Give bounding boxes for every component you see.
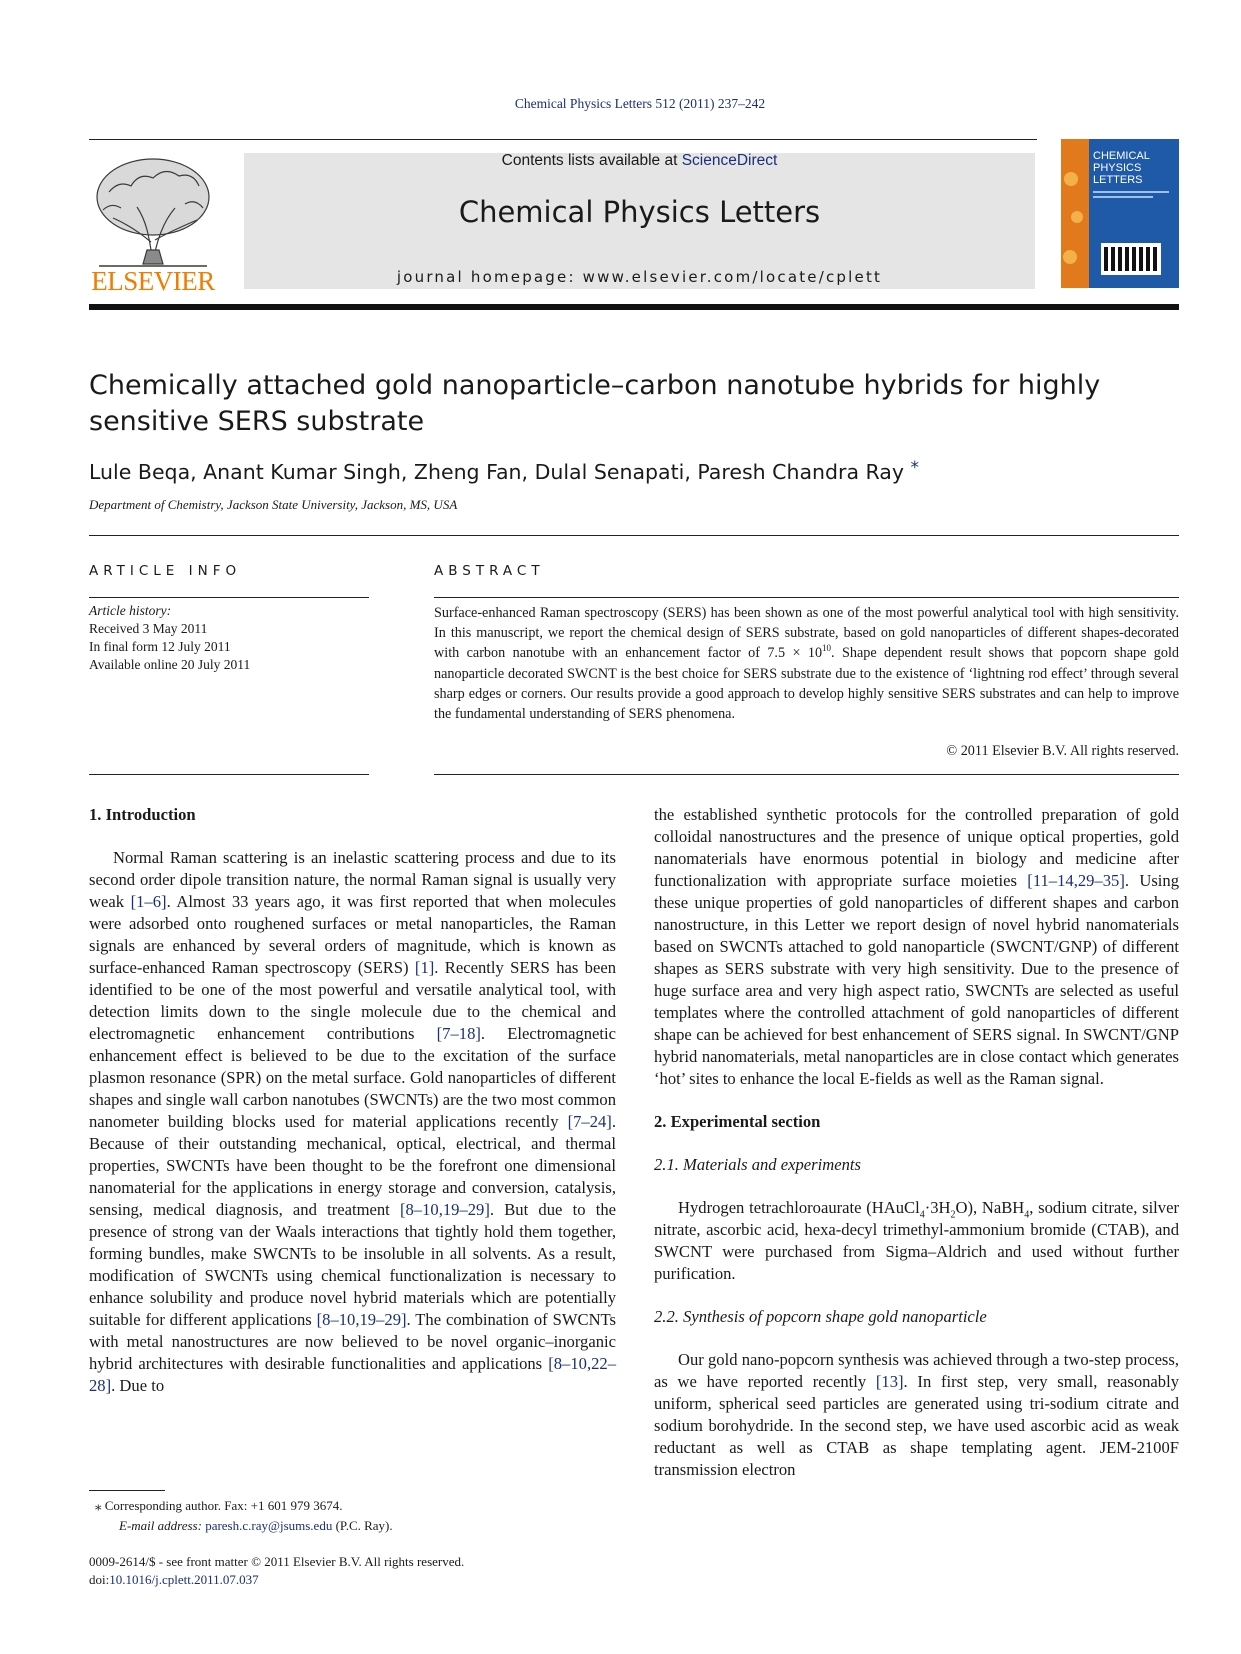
text-run: . Electromagnetic enhancement effect is believed to be due to the excitation of the surface plasmon resonance (SPR) on the metal surface. Gold nanoparticles of different shapes and single wall carbon nanotubes (SWCNTs) are the two most common nanometer building blocks used for material applications recently <box>89 1024 616 1131</box>
contents-prefix: Contents lists available at <box>501 152 682 169</box>
online-date: Available online 20 July 2011 <box>89 657 251 672</box>
footnote-mark: ⁎ <box>95 1498 102 1513</box>
article-info-rule-bottom <box>89 774 369 775</box>
contents-availability <box>244 152 1035 170</box>
abstract-part-2: . Shape dependent result shows that popcorn shape gold nanoparticle decorated SWCNT is the best choice for SERS substrate due to the existence of ‘lightning rod effect’ through several sharp edges or corners. Our results provide a good approach to develop highly sensitive SERS substrates and can help to improve the fundamental understanding of SERS phenomena. <box>434 645 1179 723</box>
issn-line: 0009-2614/$ - see front matter © 2011 Elsevier B.V. All rights reserved. <box>89 1554 465 1569</box>
title-line-1: Chemically attached gold nanoparticle–carbon nanotube hybrids for highly <box>89 370 1101 401</box>
intro-paragraph-continued <box>654 804 1179 1090</box>
text-run: . Recently SERS has been identified to be one of the most powerful and versatile analytical tool, with detection limits down to the single molecule due to the chemical and electromagnetic enhancement contributions <box>89 958 617 1043</box>
corresponding-author-note <box>95 1496 393 1516</box>
text-run: . The combination of SWCNTs with metal nanostructures are now believed to be novel organic–inorganic hybrid architectures with desirable functionalities and applications <box>89 1310 616 1373</box>
text-run: . Almost 33 years ago, it was first reported that when molecules were adsorbed onto roughened surfaces or metal nanoparticles, the Raman signals are enhanced by several orders of magnitude, which is known as surface-enhanced Raman spectroscopy (SERS) <box>89 892 616 977</box>
citation-link[interactable]: [1] <box>414 958 435 977</box>
final-form-date: In final form 12 July 2011 <box>89 639 231 654</box>
text-run: the established synthetic protocols for the controlled preparation of gold colloidal nanostructures and the presence of unique optical properties, gold nanomaterials have enormous potential in biology and medicine after functionalization with appropriate surface moieties <box>654 805 1179 890</box>
materials-subheading: 2.1. Materials and experiments <box>654 1155 861 1174</box>
footnote-rule <box>89 1490 165 1491</box>
intro-paragraph-1 <box>89 847 616 1397</box>
journal-cover-image[interactable] <box>1061 139 1179 288</box>
email-suffix: (P.C. Ray). <box>335 1518 393 1533</box>
email-link[interactable]: paresh.c.ray@jsums.edu <box>205 1518 333 1533</box>
affiliation: Department of Chemistry, Jackson State University, Jackson, MS, USA <box>89 497 458 512</box>
text-run: . Using these unique properties of gold nanoparticles of different shapes and carbon nanostructure, in this Letter we report design of novel hybrid nanomaterials based on SWCNTs attached to gold nanoparticle (SWCNT/GNP) of different shapes as SERS substrate with very high sensitivity. Due to the presence of huge surface area and very high aspect ratio, SWCNTs are selected as useful templates where the controlled attachment of gold nanoparticles of different shape can be achieved for best enhancement of SERS signal. In SWCNT/GNP hybrid nanomaterials, metal nanoparticles are in close contact which generates ‘hot’ sites to enhance the local E-fields as well as the Raman signal. <box>654 871 1179 1088</box>
received-date: Received 3 May 2011 <box>89 621 208 636</box>
text-run: , sodium citrate, silver nitrate, ascorbic acid, hexa-decyl trimethyl-ammonium bromide (CTAB), and SWCNT were purchased from Sigma–Aldrich and used without further purification. <box>654 1198 1179 1283</box>
citation-link[interactable]: [7–24] <box>567 1112 612 1131</box>
authors-text: Lule Beqa, Anant Kumar Singh, Zheng Fan, Dulal Senapati, Paresh Chandra Ray <box>89 460 905 484</box>
subscript: 4 <box>919 1209 925 1221</box>
title-line-2: sensitive SERS substrate <box>89 406 425 437</box>
email-line <box>95 1516 393 1536</box>
citation-link[interactable]: [8–10,22–28] <box>89 1354 616 1395</box>
cover-title-line-3: LETTERS <box>1093 174 1143 186</box>
citation-link[interactable]: [8–10,19–29] <box>399 1200 490 1219</box>
citation-link[interactable]: [1–6] <box>130 892 167 911</box>
synthesis-subheading: 2.2. Synthesis of popcorn shape gold nanoparticle <box>654 1307 987 1326</box>
footnote <box>95 1496 393 1536</box>
abstract-heading: ABSTRACT <box>434 563 545 579</box>
text-run: Hydrogen tetrachloroaurate (HAuCl <box>678 1198 920 1217</box>
article-title <box>89 368 1179 440</box>
left-column <box>89 804 616 1418</box>
author-list <box>89 458 1179 484</box>
article-info-heading: ARTICLE INFO <box>89 563 242 579</box>
abstract-rule-bottom <box>434 774 1179 775</box>
citation-link[interactable]: [8–10,19–29] <box>316 1310 407 1329</box>
journal-reference[interactable]: Chemical Physics Letters 512 (2011) 237–242 <box>514 96 766 111</box>
subscript: 2 <box>950 1209 956 1221</box>
doi-link[interactable]: 10.1016/j.cplett.2011.07.037 <box>109 1572 259 1587</box>
experimental-heading: 2. Experimental section <box>654 1112 821 1131</box>
text-run: . But due to the presence of strong van der Waals interactions that tightly hold them together, forming bundles, make SWCNTs to be insoluble in all solvents. As a result, modification of SWCNTs using chemical functionalization is necessary to enhance solubility and produce novel hybrid materials which are potentially suitable for different applications <box>89 1200 616 1329</box>
synthesis-paragraph <box>654 1349 1179 1481</box>
materials-paragraph <box>654 1197 1179 1285</box>
cover-title-line-2: PHYSICS <box>1093 162 1142 174</box>
email-label: E-mail address: <box>119 1518 202 1533</box>
abstract-rule-top <box>434 597 1179 598</box>
text-run: . Due to <box>111 1376 165 1395</box>
citation-link[interactable]: [7–18] <box>436 1024 481 1043</box>
subscript: 4 <box>1024 1209 1030 1221</box>
doi-line <box>89 1571 464 1589</box>
citation-link[interactable]: [13] <box>875 1372 904 1391</box>
corresponding-author-text: Corresponding author. Fax: +1 601 979 3674. <box>104 1498 343 1513</box>
cover-title-line-1: CHEMICAL <box>1093 150 1150 162</box>
affiliation-rule <box>89 535 1179 536</box>
text-run: O), NaBH <box>955 1198 1025 1217</box>
text-run: . In first step, very small, reasonably uniform, spherical seed particles are generated using tri-sodium citrate and sodium borohydride. In the second step, we have used ascorbic acid as weak reductant as well as CTAB as shape templating agent. JEM-2100F transmission electron <box>654 1372 1179 1479</box>
corresponding-author-mark[interactable]: * <box>910 458 920 478</box>
abstract-body <box>434 603 1179 724</box>
introduction-heading: 1. Introduction <box>89 805 196 824</box>
sciencedirect-link[interactable]: ScienceDirect <box>681 152 778 169</box>
abstract-exponent: 10 <box>822 643 832 654</box>
article-history <box>89 602 250 674</box>
text-run: Normal Raman scattering is an inelastic scattering process and due to its second order dipole transition nature, the normal Raman signal is usually very weak <box>89 848 616 911</box>
citation-link[interactable]: [11–14,29–35] <box>1027 871 1125 890</box>
abstract-copyright: © 2011 Elsevier B.V. All rights reserved. <box>946 743 1179 759</box>
doi-label: doi: <box>89 1572 110 1587</box>
text-run: ·3H <box>924 1198 951 1217</box>
header-divider <box>89 304 1179 310</box>
article-info-rule <box>89 597 369 598</box>
elsevier-wordmark[interactable]: ELSEVIER <box>91 266 215 296</box>
journal-title: Chemical Physics Letters <box>458 195 821 229</box>
text-run: Our gold nano-popcorn synthesis was achieved through a two-step process, as we have reported recently <box>654 1350 1179 1391</box>
abstract-part-1: Surface-enhanced Raman spectroscopy (SERS) has been shown as one of the most powerful analytical tool with high sensitivity. In this manuscript, we report the chemical design of SERS substrate, based on gold nanoparticles of different shapes-decorated with carbon nanotube with an enhancement factor of 7.5 × 10 <box>434 605 1179 662</box>
bottom-info <box>89 1553 464 1589</box>
top-rule <box>89 139 1037 140</box>
journal-homepage[interactable]: journal homepage: www.elsevier.com/locate/cplett <box>396 268 883 286</box>
text-run: . Because of their outstanding mechanical, optical, electrical, and thermal properties, SWCNTs have been thought to be the forefront one dimensional nanomaterial for the applications in energy storage and conversion, catalysis, sensing, medical diagnosis, and treatment <box>89 1112 616 1219</box>
right-column <box>654 804 1179 1502</box>
history-label: Article history: <box>89 603 172 618</box>
